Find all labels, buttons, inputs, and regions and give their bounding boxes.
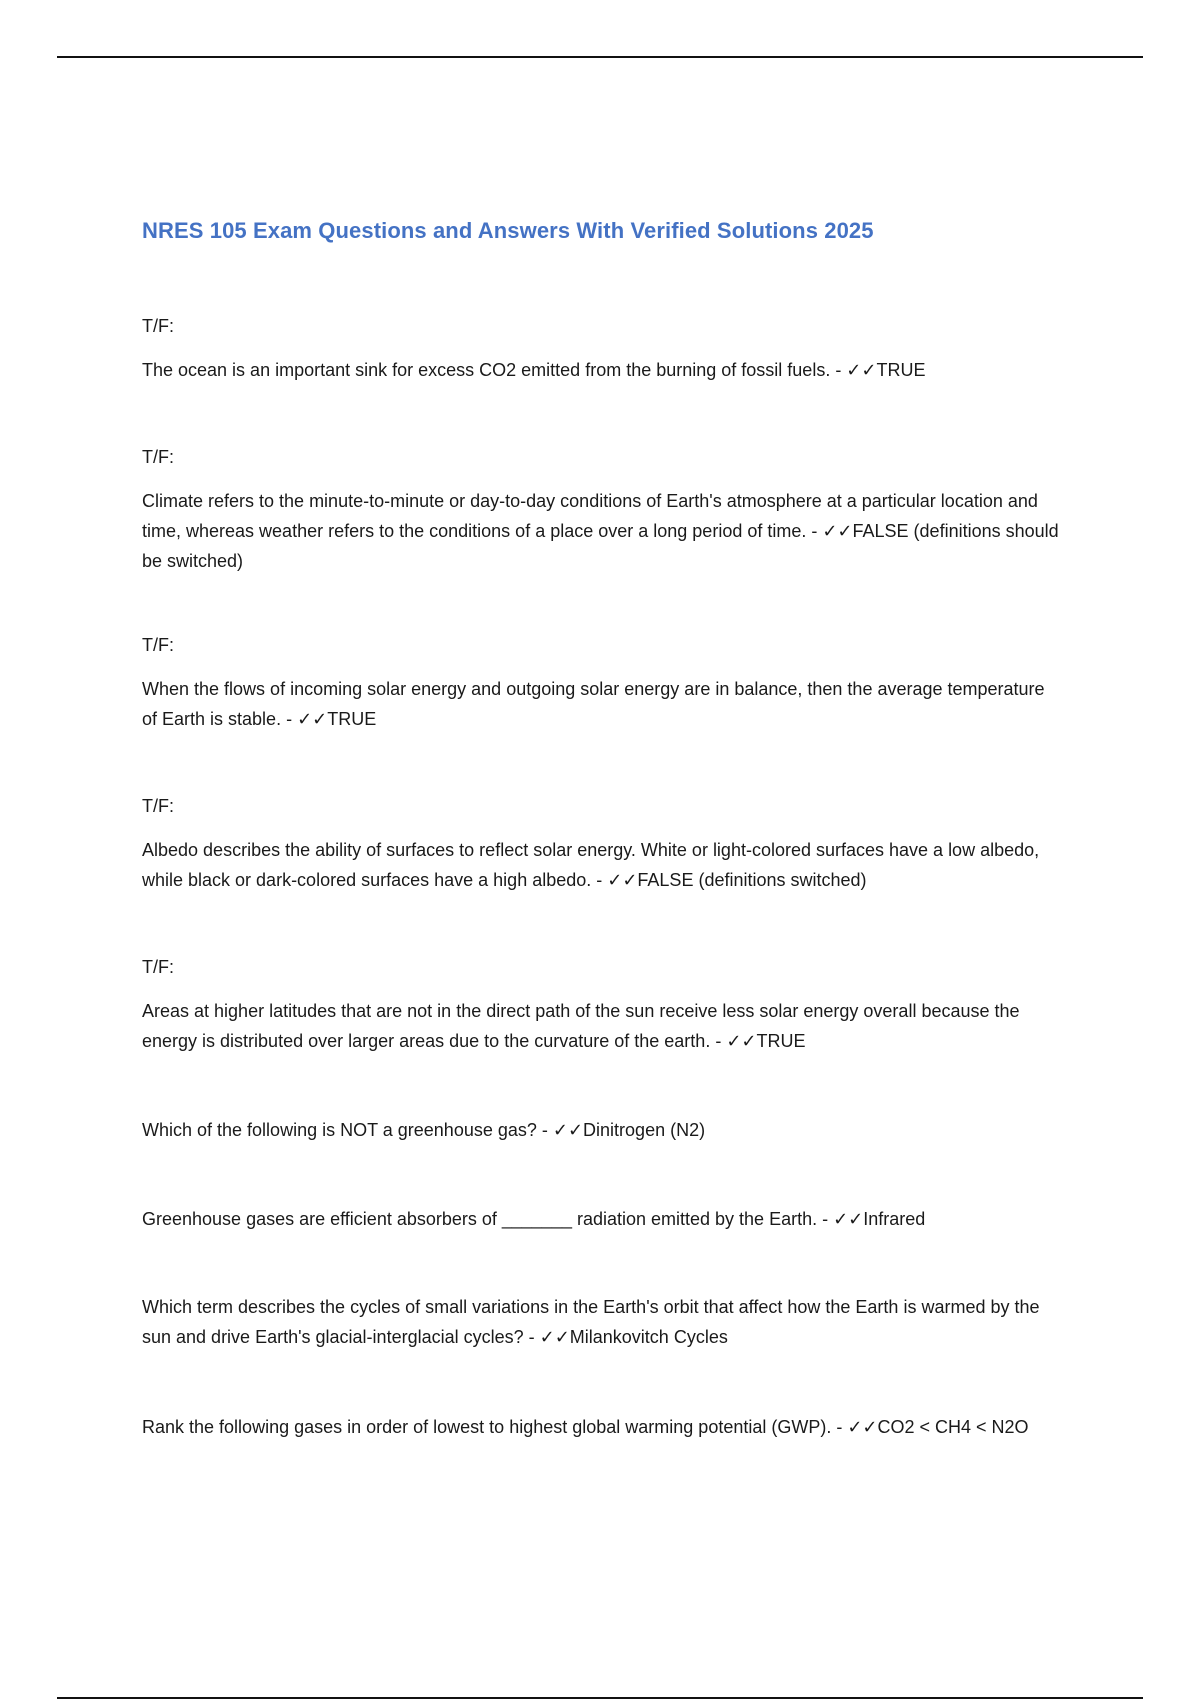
question-type-label: T/F: (142, 447, 174, 467)
question-answer-text: Which of the following is NOT a greenhouse gas? - ✓✓Dinitrogen (N2) (142, 1120, 706, 1140)
qa-item-5 (142, 952, 1062, 1056)
qa-item-3 (142, 630, 1062, 734)
qa-item-6 (142, 1115, 1062, 1145)
qa-item-7 (142, 1204, 1062, 1234)
header-rule (57, 56, 1143, 58)
question-type-label: T/F: (142, 316, 174, 336)
qa-item-1 (142, 311, 1062, 385)
document-title: NRES 105 Exam Questions and Answers With Verified Solutions 2025 (142, 218, 874, 243)
question-answer-text: Greenhouse gases are efficient absorbers of _______ radiation emitted by the Earth. - ✓✓Infrared (142, 1209, 926, 1229)
question-answer-text: Albedo describes the ability of surfaces to reflect solar energy. White or light-colored surfaces have a low albedo, while black or dark-colored surfaces have a high albedo. - ✓✓FALSE (definitions switched) (142, 840, 1040, 890)
question-answer-text: Climate refers to the minute-to-minute or day-to-day conditions of Earth's atmosphere at a particular location and time, whereas weather refers to the conditions of a place over a long period of time. - ✓✓FALSE (definitions should be switched) (142, 491, 1059, 571)
qa-item-2 (142, 442, 1062, 576)
qa-item-9 (142, 1412, 1062, 1442)
question-type-label: T/F: (142, 957, 174, 977)
question-answer-text: When the flows of incoming solar energy and outgoing solar energy are in balance, then the average temperature of Earth is stable. - ✓✓TRUE (142, 679, 1045, 729)
question-answer-text: Which term describes the cycles of small variations in the Earth's orbit that affect how the Earth is warmed by the sun and drive Earth's glacial-interglacial cycles? - ✓✓Milankovitch Cycles (142, 1297, 1040, 1347)
qa-item-4 (142, 791, 1062, 895)
question-answer-text: Areas at higher latitudes that are not in the direct path of the sun receive less solar energy overall because the energy is distributed over larger areas due to the curvature of the earth. - ✓✓TRUE (142, 1001, 1020, 1051)
question-answer-text: Rank the following gases in order of lowest to highest global warming potential (GWP). - ✓✓CO2 < CH4 < N2O (142, 1417, 1029, 1437)
footer-rule (57, 1697, 1143, 1699)
question-answer-text: The ocean is an important sink for excess CO2 emitted from the burning of fossil fuels. - ✓✓TRUE (142, 360, 926, 380)
question-type-label: T/F: (142, 796, 174, 816)
qa-item-8 (142, 1292, 1062, 1352)
question-type-label: T/F: (142, 635, 174, 655)
